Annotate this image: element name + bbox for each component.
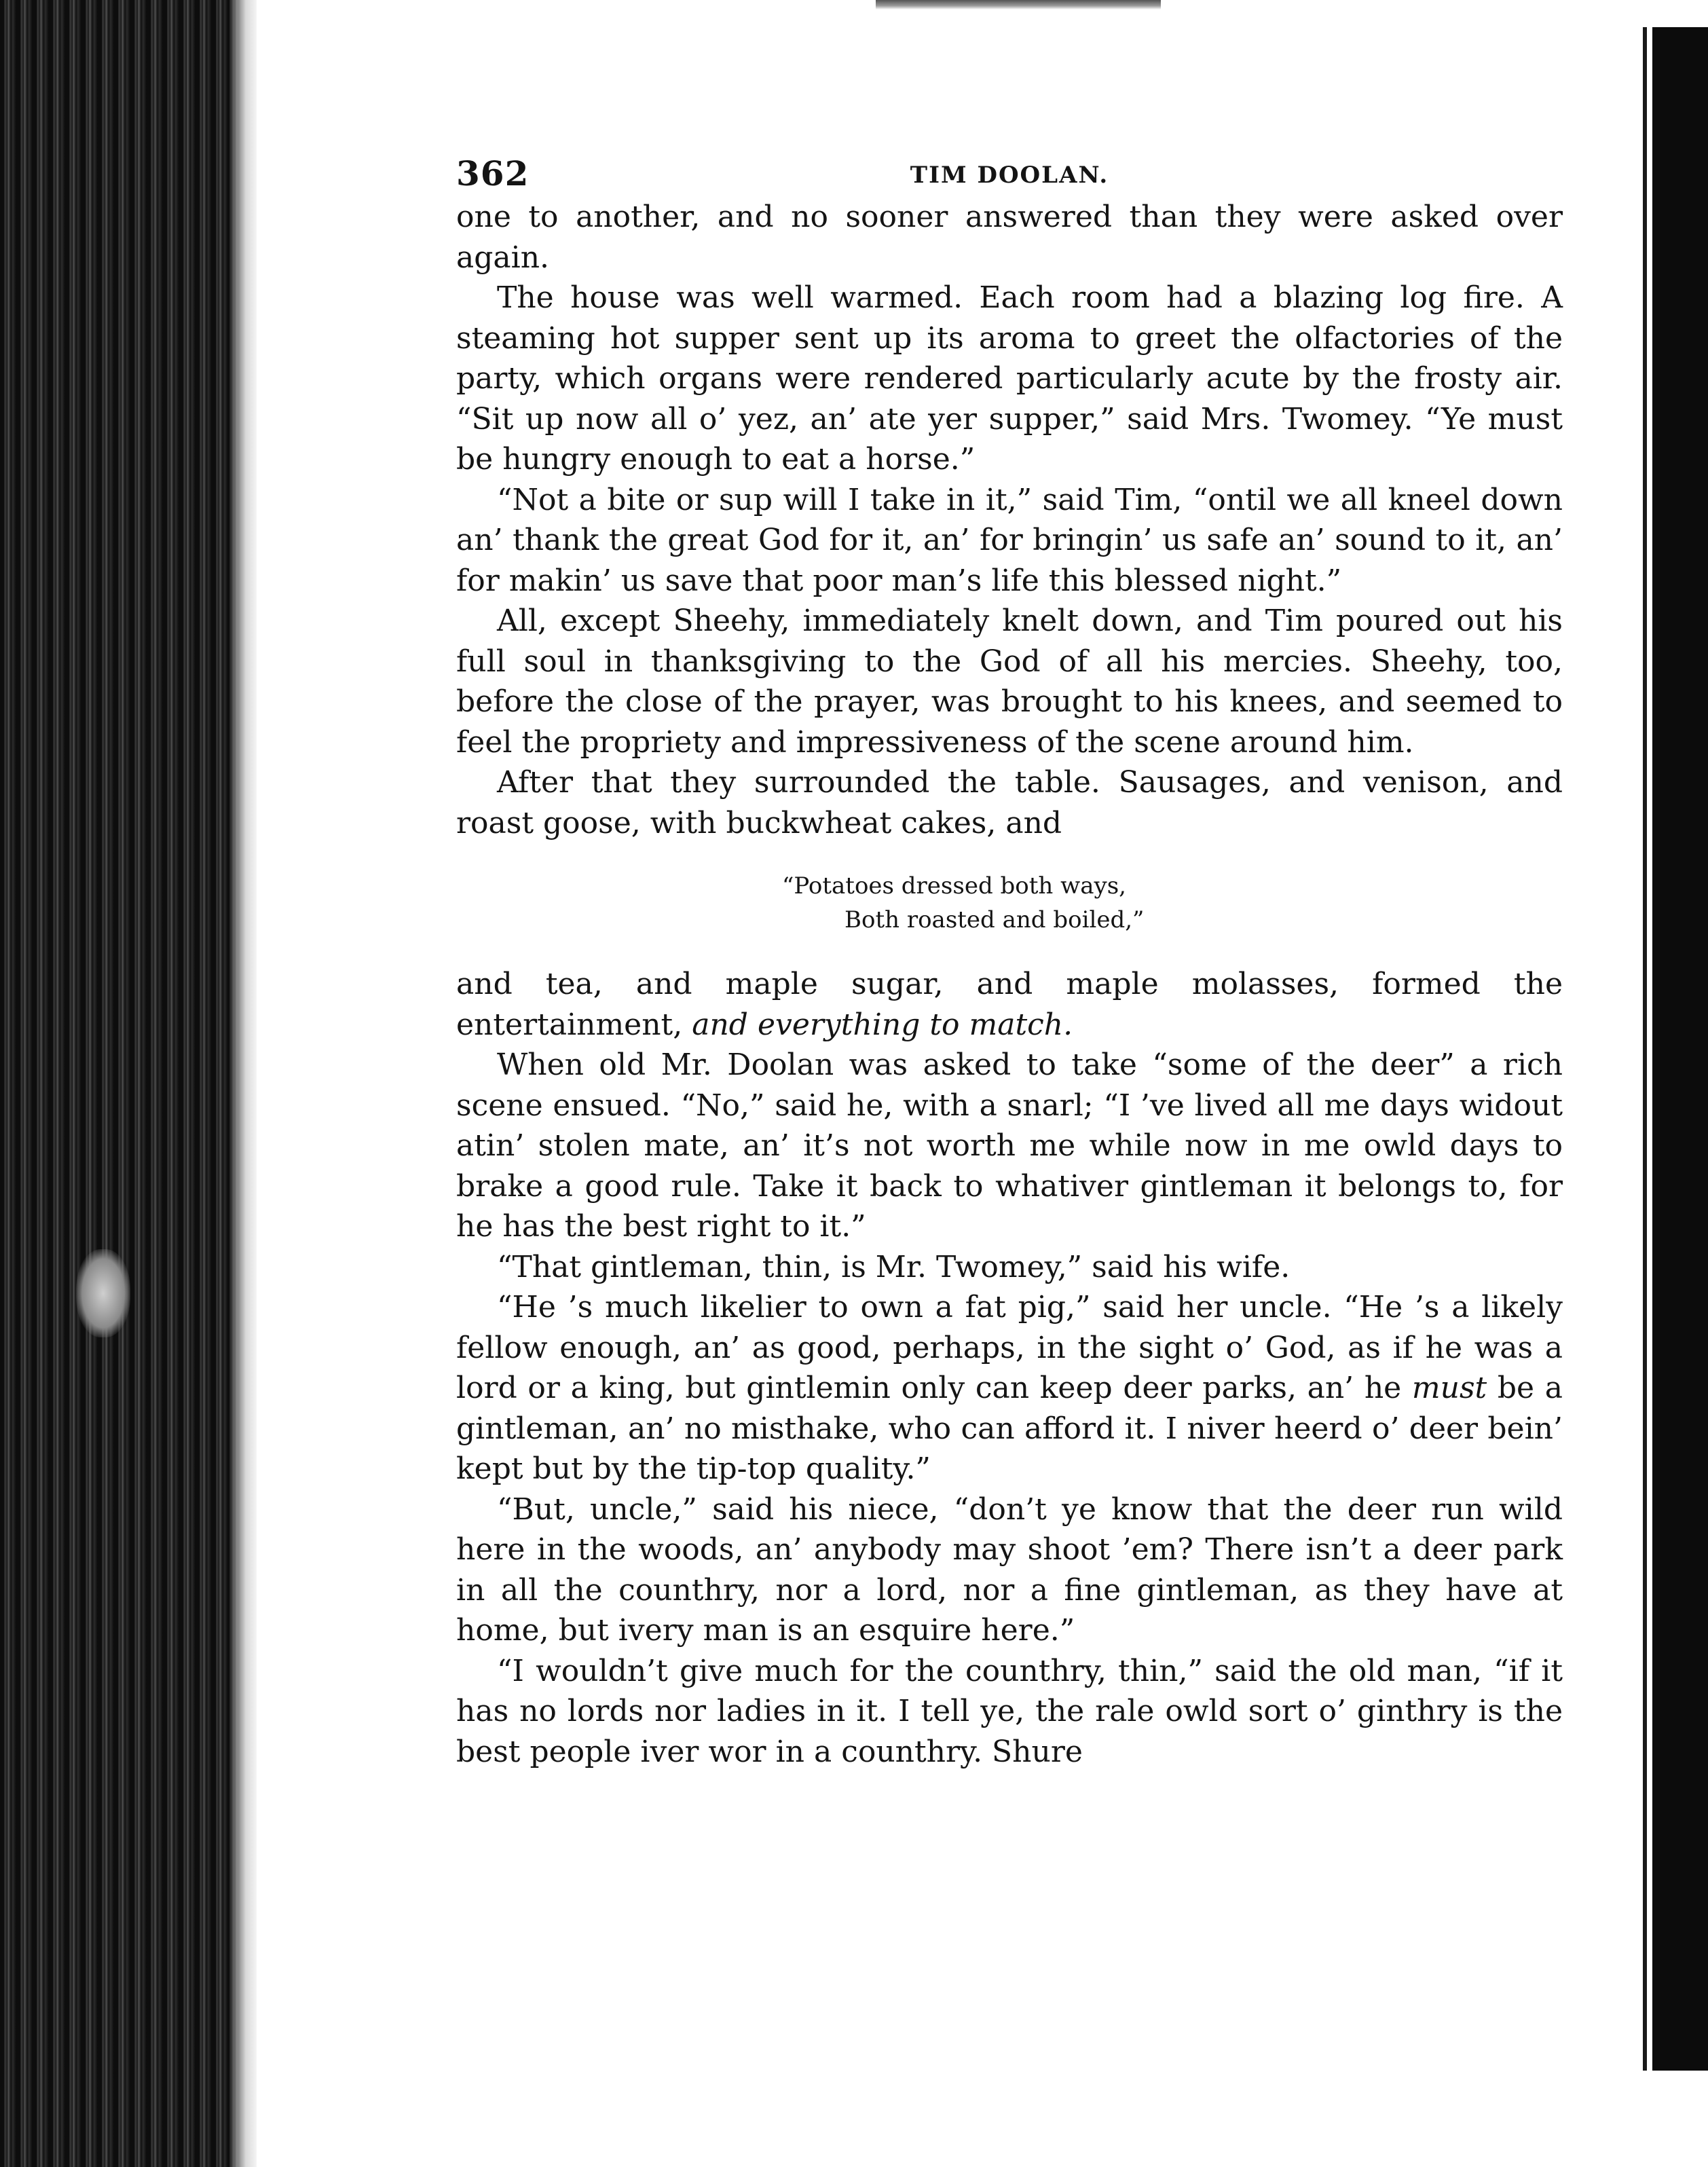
paragraph: When old Mr. Doolan was asked to take “some of the deer” a rich scene ensued. “No,” said he, with a snarl; “I ’ve lived all me days widout atin’ stolen mate, an’ it’s not worth me while now in me owld days to brake a good rule. Take it back to whativer gintleman it belongs to, for he has the best right to it.”	[456, 1048, 1563, 1244]
page-content	[456, 136, 1563, 1772]
paragraph: “That gintleman, thin, is Mr. Twomey,” said his wife.	[497, 1249, 1291, 1284]
paragraph-text: be a gintleman, an’ no misthake, who can afford it. I niver heerd o’ deer bein’ kept but by the tip-top quality.”	[456, 1371, 1563, 1486]
adjacent-page-edge	[1633, 0, 1708, 2167]
paragraph: All, except Sheehy, immediately knelt down, and Tim poured out his full soul in thanksgiving to the God of all his mercies. Sheehy, too, before the close of the prayer, was brought to his knees, and seemed to feel the propriety and impressiveness of the scene around him.	[456, 604, 1563, 760]
italic-word: must	[1411, 1371, 1487, 1405]
book-binding-edge	[0, 0, 257, 2167]
paragraph: “I wouldn’t give much for the counthry, thin,” said the old man, “if it has no lords nor ladies in it. I tell ye, the rale owld sort o’ ginthry is the best people iver wor in a counthry. Shure	[456, 1653, 1563, 1769]
verse-line: Both roasted and boiled,”	[844, 906, 1145, 933]
paragraph-text: “He ’s much likelier to own a fat pig,” said her uncle. “He ’s a likely fellow enough, an’ as good, perhaps, in the sight o’ God, as if he was a lord or a king, but gintlemin only can keep deer parks, an’ he	[456, 1290, 1563, 1405]
paragraph: one to another, and no sooner answered than they were asked over again.	[456, 200, 1563, 275]
paragraph	[456, 1287, 1563, 1489]
paragraph: “But, uncle,” said his niece, “don’t ye know that the deer run wild here in the woods, an’ anybody may shoot ’em? There isn’t a deer park in all the counthry, nor a lord, nor a fine gintleman, as they have at home, but ivery man is an esquire here.”	[456, 1492, 1563, 1648]
paragraph: The house was well warmed. Each room had a blazing log fire. A steaming hot supper sent up its aroma to greet the olfactories of the party, which organs were rendered particularly acute by the frosty air. “Sit up now all o’ yez, an’ ate yer supper,” said Mrs. Twomey. “Ye must be hungry enough to eat a horse.”	[456, 280, 1563, 477]
edge-smudge	[76, 1249, 130, 1337]
verse-quote	[782, 869, 1563, 937]
italic-phrase: and everything to match.	[692, 1007, 1073, 1042]
verse-line: “Potatoes dressed both ways,	[782, 872, 1126, 900]
page-number: 362	[456, 153, 530, 193]
running-title: TIM DOOLAN.	[910, 162, 1109, 189]
paragraph: After that they surrounded the table. Sausages, and venison, and roast goose, with buckwheat cakes, and	[456, 765, 1563, 840]
paragraph: “Not a bite or sup will I take in it,” said Tim, “ontil we all kneel down an’ thank the great God for it, an’ for bringin’ us safe an’ sound to it, an’ for makin’ us save that poor man’s life this blessed night.”	[456, 482, 1563, 598]
paragraph	[456, 964, 1563, 1045]
scan-top-mark	[876, 0, 1161, 10]
running-head	[456, 136, 1563, 197]
paragraph-text: and tea, and maple sugar, and maple molasses, formed the entertainment,	[456, 967, 1563, 1042]
body-text	[456, 197, 1563, 1772]
